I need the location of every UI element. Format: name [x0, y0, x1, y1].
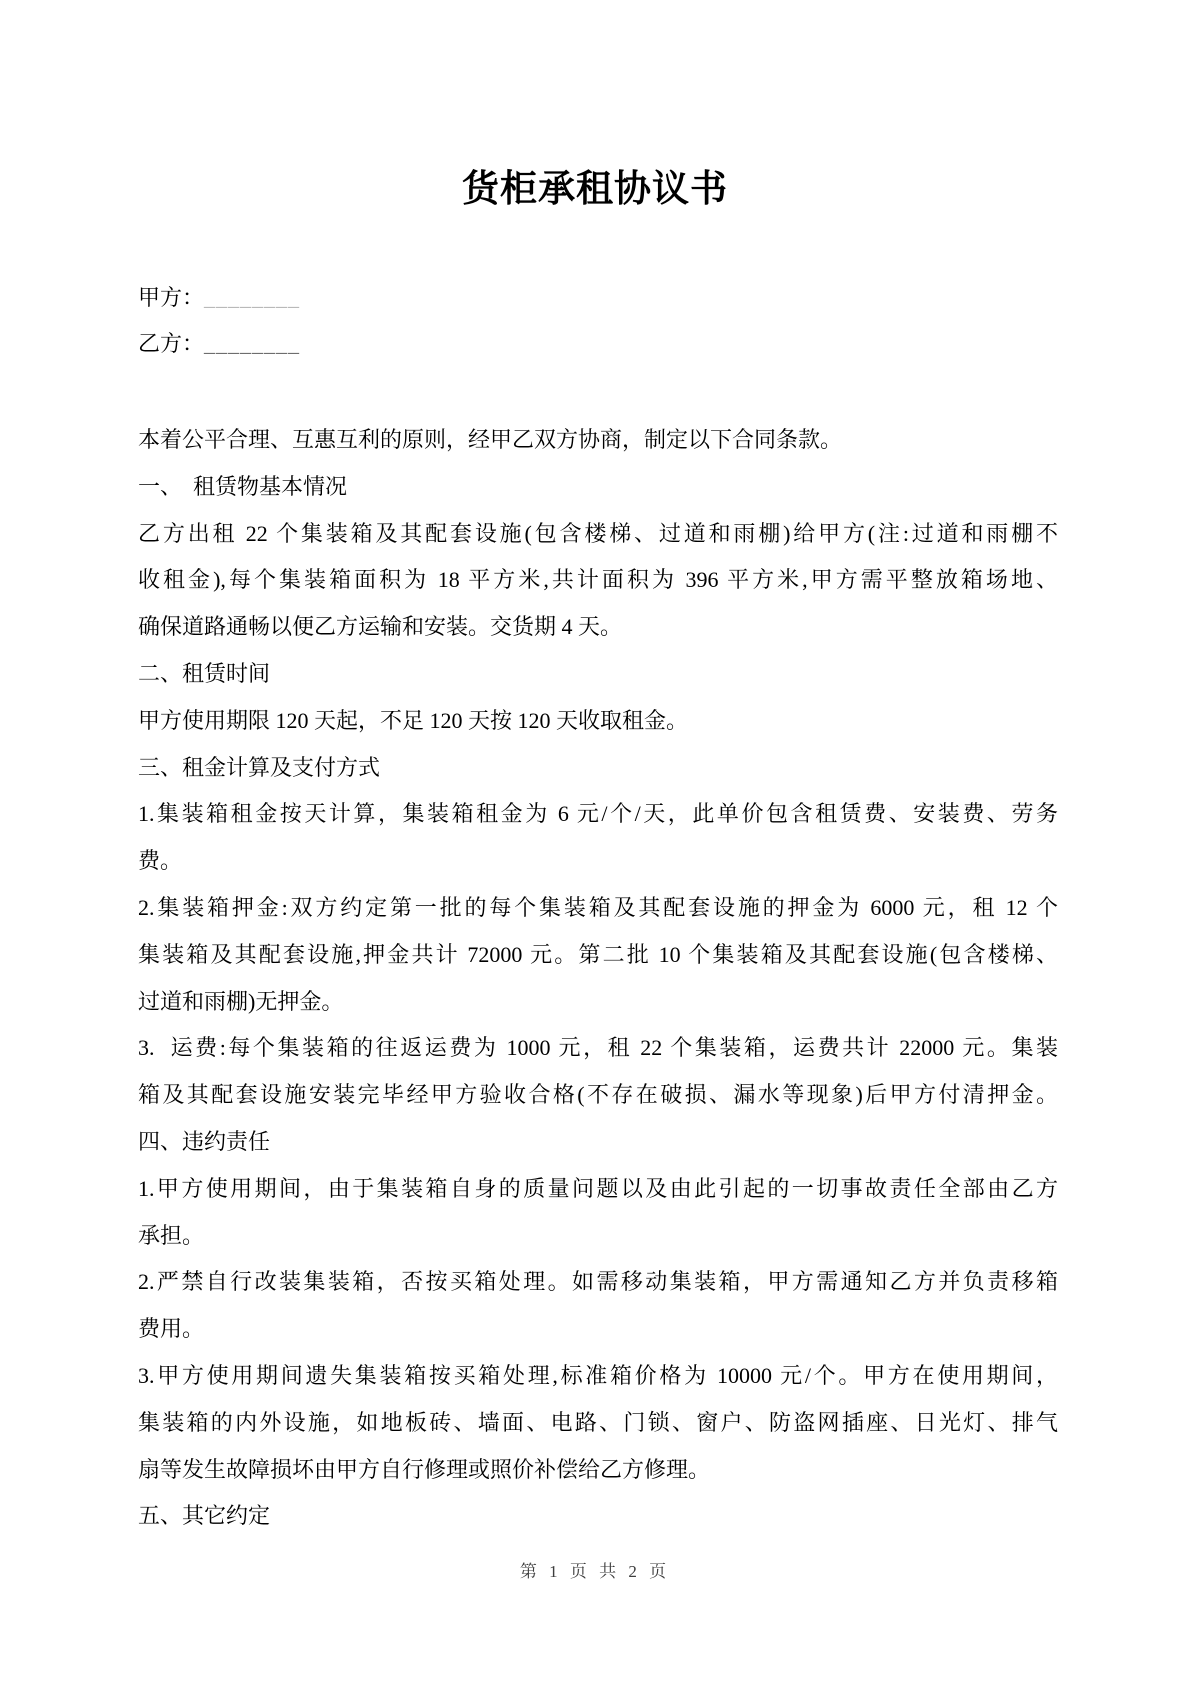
party-b-label: 乙方： — [138, 331, 205, 356]
contract-body — [138, 417, 1058, 1540]
contract-line: 乙方出租 22 个集装箱及其配套设施(包含楼梯、过道和雨棚)给甲方(注:过道和雨棚不 — [138, 520, 1058, 546]
contract-line: 一、 租赁物基本情况 — [138, 473, 348, 499]
contract-line: 收租金),每个集装箱面积为 18 平方米,共计面积为 396 平方米,甲方需平整放箱场地、 — [138, 567, 1058, 593]
contract-line: 3.甲方使用期间遗失集装箱按买箱处理,标准箱价格为 10000 元/个。甲方在使用期间， — [138, 1362, 1058, 1388]
document-title: 货柜承租协议书 — [462, 168, 728, 210]
contract-line: 1.集装箱租金按天计算，集装箱租金为 6 元/个/天，此单价包含租赁费、安装费、劳务 — [138, 801, 1058, 827]
contract-line: 箱及其配套设施安装完毕经甲方验收合格(不存在破损、漏水等现象)后甲方付清押金。 — [138, 1082, 1058, 1108]
contract-line: 费用。 — [138, 1316, 205, 1342]
party-a-blank: ________ — [204, 285, 301, 310]
contract-line: 五、其它约定 — [138, 1503, 271, 1529]
contract-line: 费。 — [138, 848, 183, 874]
contract-line: 甲方使用期限 120 天起，不足 120 天按 120 天收取租金。 — [138, 707, 689, 733]
contract-line: 承担。 — [138, 1222, 205, 1248]
party-a-label: 甲方： — [138, 285, 205, 310]
party-b-line — [138, 322, 300, 366]
contract-line: 2.集装箱押金:双方约定第一批的每个集装箱及其配套设施的押金为 6000 元，租 12 个 — [138, 894, 1058, 920]
contract-line: 扇等发生故障损坏由甲方自行修理或照价补偿给乙方修理。 — [138, 1456, 711, 1482]
contract-line: 四、违约责任 — [138, 1128, 271, 1154]
contract-line: 集装箱及其配套设施,押金共计 72000 元。第二批 10 个集装箱及其配套设施(包含楼梯、 — [138, 941, 1058, 967]
page-footer: 第 1 页 共 2 页 — [519, 1562, 671, 1581]
contract-line: 二、租赁时间 — [138, 660, 271, 686]
contract-line: 本着公平合理、互惠互利的原则，经甲乙双方协商，制定以下合同条款。 — [138, 427, 843, 452]
contract-line: 三、租金计算及支付方式 — [138, 754, 381, 780]
party-b-blank: ________ — [204, 331, 301, 356]
contract-line: 2.严禁自行改装集装箱，否按买箱处理。如需移动集装箱，甲方需通知乙方并负责移箱 — [138, 1269, 1058, 1295]
party-a-line — [138, 276, 300, 320]
contract-line: 1.甲方使用期间，由于集装箱自身的质量问题以及由此引起的一切事故责任全部由乙方 — [138, 1175, 1058, 1201]
contract-line: 集装箱的内外设施，如地板砖、墙面、电路、门锁、窗户、防盗网插座、日光灯、排气 — [138, 1409, 1058, 1435]
contract-line: 3. 运费:每个集装箱的往返运费为 1000 元，租 22 个集装箱，运费共计 22000 元。集装 — [138, 1035, 1058, 1061]
contract-line: 确保道路通畅以便乙方运输和安装。交货期 4 天。 — [138, 614, 623, 640]
contract-line: 过道和雨棚)无押金。 — [138, 988, 344, 1014]
